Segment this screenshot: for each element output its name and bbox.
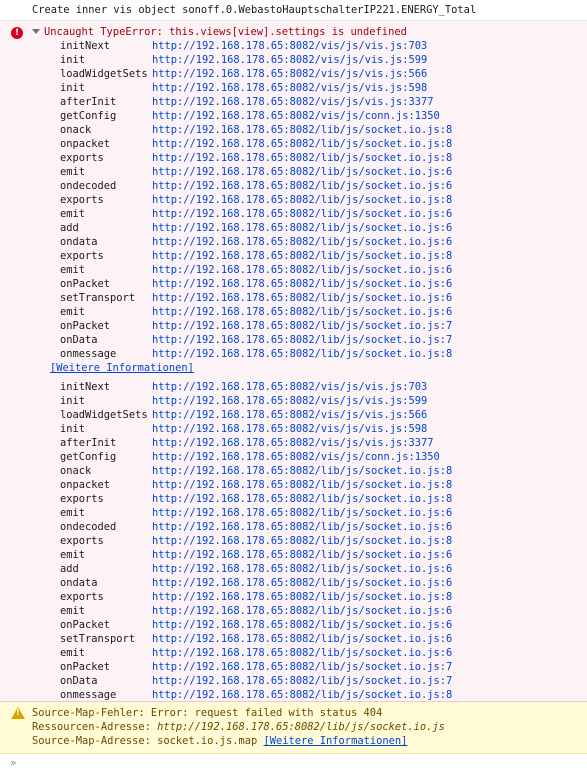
stack-frame [0, 207, 587, 221]
stack-frame-location-link[interactable]: http://192.168.178.65:8082/lib/js/socket.io.js:6 [152, 605, 453, 617]
stack-frame-location-link[interactable]: http://192.168.178.65:8082/vis/js/vis.js:598 [152, 423, 428, 435]
stack-frame-function: emit [60, 208, 86, 220]
stack-frame-function: onack [60, 465, 92, 477]
stack-frame-location-link[interactable]: http://192.168.178.65:8082/lib/js/socket.io.js:6 [152, 577, 453, 589]
warning-triangle-icon: ! [11, 707, 25, 719]
stack-frame-location-link[interactable]: http://192.168.178.65:8082/vis/js/conn.js:1350 [152, 110, 440, 122]
stack-frame [0, 618, 587, 632]
stack-frame-location-link[interactable]: http://192.168.178.65:8082/lib/js/socket.io.js:6 [152, 647, 453, 659]
stack-frame [0, 305, 587, 319]
stack-frame-location-link[interactable]: http://192.168.178.65:8082/lib/js/socket.io.js:7 [152, 675, 453, 687]
stack-frame-function: loadWidgetSets [60, 409, 148, 421]
stack-frame-function: emit [60, 647, 86, 659]
stack-frame [0, 179, 587, 193]
stack-frame-function: exports [60, 250, 104, 262]
stack-frame-function: onPacket [60, 278, 111, 290]
stack-frame-location-link[interactable]: http://192.168.178.65:8082/vis/js/vis.js:3377 [152, 437, 434, 449]
stack-frame-function: onack [60, 124, 92, 136]
stack-frame-function: exports [60, 152, 104, 164]
stack-frame-location-link[interactable]: http://192.168.178.65:8082/lib/js/socket.io.js:8 [152, 348, 453, 360]
stack-frame-location-link[interactable]: http://192.168.178.65:8082/lib/js/socket.io.js:8 [152, 689, 453, 701]
stack-frame-location-link[interactable]: http://192.168.178.65:8082/lib/js/socket.io.js:6 [152, 278, 453, 290]
source-map-address-label: Source-Map-Adresse: [32, 735, 151, 747]
stack-frame [0, 562, 587, 576]
stack-frame [0, 137, 587, 151]
stack-frame [0, 165, 587, 179]
stack-frame-location-link[interactable]: http://192.168.178.65:8082/vis/js/vis.js:3377 [152, 96, 434, 108]
stack-frame-function: init [60, 395, 86, 407]
stack-frame-function: onPacket [60, 320, 111, 332]
stack-frame [0, 263, 587, 277]
stack-frame [0, 81, 587, 95]
stack-frame [0, 235, 587, 249]
stack-frame [0, 109, 587, 123]
stack-frame [0, 646, 587, 660]
stack-frame-function: getConfig [60, 110, 117, 122]
stack-frame-function: exports [60, 535, 104, 547]
stack-frame-location-link[interactable]: http://192.168.178.65:8082/vis/js/vis.js:598 [152, 82, 428, 94]
stack-frame [0, 151, 587, 165]
stack-frame-location-link[interactable]: http://192.168.178.65:8082/vis/js/vis.js:566 [152, 409, 428, 421]
stack-frame-location-link[interactable]: http://192.168.178.65:8082/lib/js/socket.io.js:7 [152, 320, 453, 332]
stack-frame [0, 123, 587, 137]
stack-frame-location-link[interactable]: http://192.168.178.65:8082/lib/js/socket.io.js:8 [152, 493, 453, 505]
stack-frame [0, 39, 587, 53]
stack-frame-function: afterInit [60, 96, 117, 108]
stack-frame [0, 506, 587, 520]
stack-frame-location-link[interactable]: http://192.168.178.65:8082/lib/js/socket.io.js:8 [152, 535, 453, 547]
stack-frame [0, 478, 587, 492]
stack-frame-location-link[interactable]: http://192.168.178.65:8082/lib/js/socket.io.js:8 [152, 479, 453, 491]
stack-frame [0, 450, 587, 464]
stack-frame [0, 520, 587, 534]
stack-frame-location-link[interactable]: http://192.168.178.65:8082/vis/js/conn.js:1350 [152, 451, 440, 463]
stack-frame [0, 221, 587, 235]
stack-frame-function: loadWidgetSets [60, 68, 148, 80]
stack-frame-function: setTransport [60, 633, 136, 645]
stack-frame [0, 422, 587, 436]
stack-frame [0, 277, 587, 291]
stack-frame-function: ondecoded [60, 521, 117, 533]
stack-frame [0, 333, 587, 347]
stack-frame-location-link[interactable]: http://192.168.178.65:8082/lib/js/socket.io.js:7 [152, 334, 453, 346]
stack-frame-function: onpacket [60, 479, 111, 491]
stack-frame-location-link[interactable]: http://192.168.178.65:8082/vis/js/vis.js:599 [152, 54, 428, 66]
stack-frame [0, 632, 587, 646]
stack-frame-function: add [60, 222, 79, 234]
stack-frame-location-link[interactable]: http://192.168.178.65:8082/lib/js/socket.io.js:6 [152, 166, 453, 178]
warning-more-info-link[interactable]: [Weitere Informationen] [263, 735, 408, 747]
stack-frame-location-link[interactable]: http://192.168.178.65:8082/lib/js/socket.io.js:8 [152, 194, 453, 206]
stack-frame [0, 53, 587, 67]
stack-frame-function: ondata [60, 577, 98, 589]
stack-frame-location-link[interactable]: http://192.168.178.65:8082/vis/js/vis.js:703 [152, 381, 428, 393]
resource-address-label: Ressourcen-Adresse: [32, 721, 151, 733]
stack-frame-function: init [60, 423, 86, 435]
stack-frame [0, 319, 587, 333]
stack-frame [0, 674, 587, 688]
stack-frame-function: onData [60, 675, 98, 687]
stack-frame-function: emit [60, 549, 86, 561]
stack-frame-location-link[interactable]: http://192.168.178.65:8082/lib/js/socket.io.js:6 [152, 549, 453, 561]
stack-frame-location-link[interactable]: http://192.168.178.65:8082/lib/js/socket.io.js:6 [152, 180, 453, 192]
stack-frame [0, 380, 587, 394]
stack-frame [0, 590, 587, 604]
stack-frame [0, 688, 587, 702]
stack-frame-location-link[interactable]: http://192.168.178.65:8082/lib/js/socket.io.js:6 [152, 633, 453, 645]
source-map-address-value: socket.io.js.map [157, 735, 258, 747]
stack-frame-function: emit [60, 507, 86, 519]
stack-frame-location-link[interactable]: http://192.168.178.65:8082/lib/js/socket.io.js:8 [152, 591, 453, 603]
stack-frame-function: exports [60, 591, 104, 603]
stack-frame-function: onData [60, 334, 98, 346]
stack-frame-function: initNext [60, 40, 111, 52]
stack-frame-function: init [60, 82, 86, 94]
stack-frame [0, 660, 587, 674]
console-input[interactable] [0, 754, 587, 772]
stack-frame-location-link[interactable]: http://192.168.178.65:8082/lib/js/socket.io.js:6 [152, 563, 453, 575]
stack-frame [0, 249, 587, 263]
log-message-text: Create inner vis object sonoff.0.WebastoHauptschalterIP221.ENERGY_Total [32, 4, 477, 16]
stack-frame [0, 347, 587, 361]
stack-frame-function: afterInit [60, 437, 117, 449]
stack-frame [0, 576, 587, 590]
console-warning-message [0, 702, 587, 754]
stack-frame-location-link[interactable]: http://192.168.178.65:8082/vis/js/vis.js:566 [152, 68, 428, 80]
stack-frame-location-link[interactable]: http://192.168.178.65:8082/lib/js/socket.io.js:6 [152, 236, 453, 248]
stack-frame-location-link[interactable]: http://192.168.178.65:8082/lib/js/socket.io.js:6 [152, 222, 453, 234]
stack-frame-location-link[interactable]: http://192.168.178.65:8082/lib/js/socket.io.js:8 [152, 152, 453, 164]
stack-frame-location-link[interactable]: http://192.168.178.65:8082/lib/js/socket.io.js:6 [152, 208, 453, 220]
stack-frame-function: onPacket [60, 661, 111, 673]
stack-frame [0, 464, 587, 478]
stack-frame-function: setTransport [60, 292, 136, 304]
stack-frame [0, 394, 587, 408]
warning-line-2 [0, 720, 587, 734]
stack-frame-location-link[interactable]: http://192.168.178.65:8082/lib/js/socket.io.js:7 [152, 661, 453, 673]
stack-frame-function: ondecoded [60, 180, 117, 192]
chevron-down-icon[interactable] [32, 29, 40, 34]
stack-frame [0, 193, 587, 207]
stack-frame-location-link[interactable]: http://192.168.178.65:8082/vis/js/vis.js:703 [152, 40, 428, 52]
stack-frame-function: onPacket [60, 619, 111, 631]
error-circle-icon: ! [11, 27, 23, 39]
stack-frame-location-link[interactable]: http://192.168.178.65:8082/lib/js/socket.io.js:6 [152, 264, 453, 276]
stack-frame-location-link[interactable]: http://192.168.178.65:8082/lib/js/socket.io.js:6 [152, 292, 453, 304]
stack-frame-location-link[interactable]: http://192.168.178.65:8082/lib/js/socket.io.js:8 [152, 138, 453, 150]
stack-frame-function: onmessage [60, 689, 117, 701]
stack-frame-function: ondata [60, 236, 98, 248]
stack-frame [0, 534, 587, 548]
stack-frame-function: exports [60, 194, 104, 206]
stack-frame-location-link[interactable]: http://192.168.178.65:8082/lib/js/socket.io.js:6 [152, 619, 453, 631]
stack-frame [0, 604, 587, 618]
stack-frame [0, 67, 587, 81]
stack-trace-2 [0, 380, 587, 702]
console-log-message [0, 0, 587, 21]
stack-frame-function: emit [60, 306, 86, 318]
stack-frame-function: add [60, 563, 79, 575]
error-header[interactable] [0, 25, 587, 39]
stack-frame-location-link[interactable]: http://192.168.178.65:8082/lib/js/socket.io.js:8 [152, 250, 453, 262]
warning-text: Source-Map-Fehler: Error: request failed with status 404 [32, 707, 383, 719]
stack-frame [0, 408, 587, 422]
stack-frame-function: exports [60, 493, 104, 505]
console-error-message[interactable] [0, 21, 587, 702]
stack-frame-function: emit [60, 264, 86, 276]
stack-frame-function: initNext [60, 381, 111, 393]
stack-frame-location-link[interactable]: http://192.168.178.65:8082/lib/js/socket.io.js:6 [152, 521, 453, 533]
stack-frame-function: onmessage [60, 348, 117, 360]
stack-frame [0, 548, 587, 562]
warning-line-3 [0, 734, 587, 748]
stack-frame-function: init [60, 54, 86, 66]
stack-frame-location-link[interactable]: http://192.168.178.65:8082/lib/js/socket.io.js:8 [152, 124, 453, 136]
stack-frame [0, 291, 587, 305]
stack-frame-function: getConfig [60, 451, 117, 463]
error-text: Uncaught TypeError: this.views[view].settings is undefined [44, 26, 407, 38]
stack-frame-function: emit [60, 605, 86, 617]
stack-frame-function: onpacket [60, 138, 111, 150]
stack-frame [0, 95, 587, 109]
stack-frame [0, 436, 587, 450]
stack-frame-function: emit [60, 166, 86, 178]
warning-line-1 [0, 706, 587, 720]
prompt-chevron-icon: » [10, 756, 17, 769]
stack-trace-1 [0, 39, 587, 361]
stack-frame-location-link[interactable]: http://192.168.178.65:8082/lib/js/socket.io.js:8 [152, 465, 453, 477]
stack-frame-location-link[interactable]: http://192.168.178.65:8082/lib/js/socket.io.js:6 [152, 507, 453, 519]
stack-frame-location-link[interactable]: http://192.168.178.65:8082/vis/js/vis.js:599 [152, 395, 428, 407]
more-info-link[interactable]: [Weitere Informationen] [50, 362, 194, 374]
stack-frame [0, 492, 587, 506]
resource-address-value: http://192.168.178.65:8082/lib/js/socket.io.js [157, 721, 445, 733]
stack-frame-location-link[interactable]: http://192.168.178.65:8082/lib/js/socket.io.js:6 [152, 306, 453, 318]
